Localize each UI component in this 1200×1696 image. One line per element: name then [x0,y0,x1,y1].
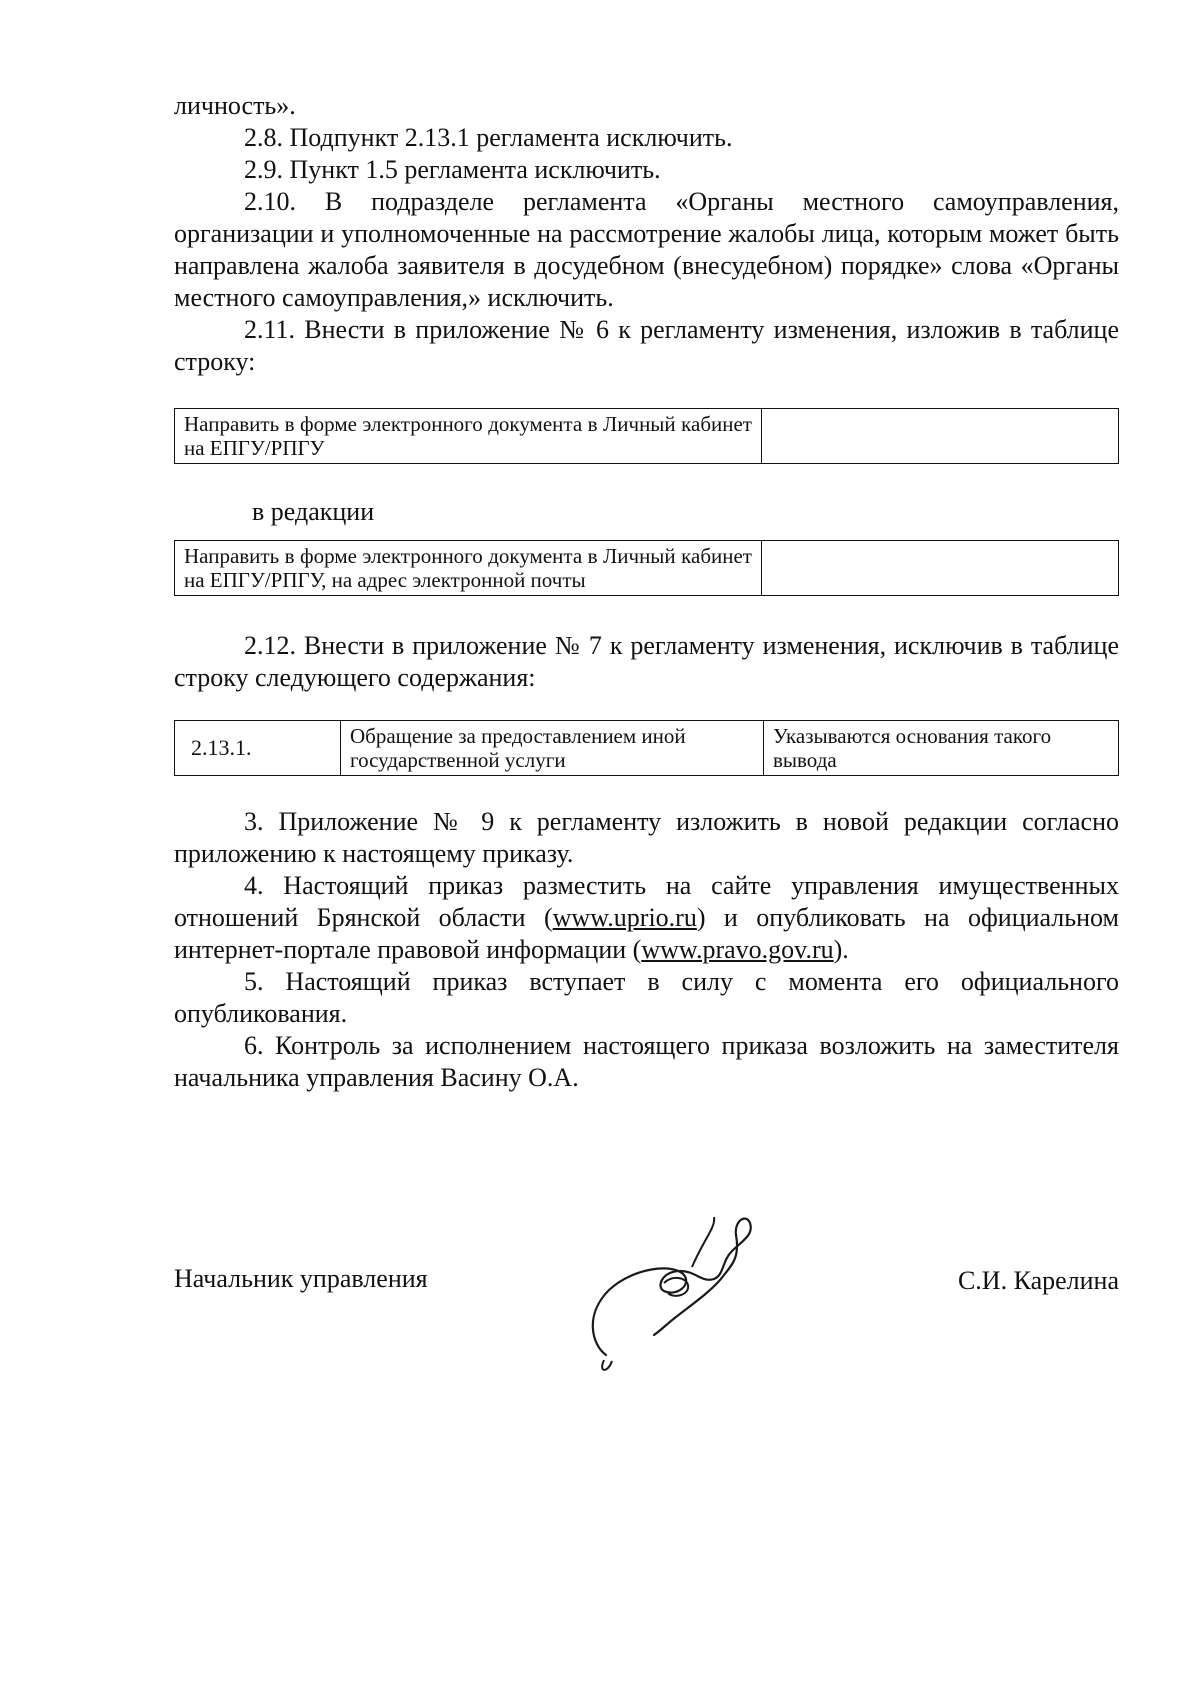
signatory-name: С.И. Карелина [957,1266,1119,1295]
paragraph-2-9: 2.9. Пункт 1.5 регламента исключить. [244,155,661,184]
in-edition-label: в редакции [252,497,375,526]
paragraph-3: 3. Приложение № 9 к регламенту изложить в новой редакции согласно приложению к настоящему приказу. [174,807,1119,868]
table-row [175,541,1119,596]
paragraph-5: 5. Настоящий приказ вступает в силу с момента его официального опубликования. [174,967,1119,1028]
document-body [174,90,1119,1094]
paragraph-4-text: ). [833,935,849,964]
table-cell: Направить в форме электронного документа в Личный кабинет на ЕПГУ/РПГУ, на адрес электронной почты [175,541,762,596]
table-cell-empty [762,541,1119,596]
pravo-link[interactable]: www.pravo.gov.ru [641,935,834,964]
table-new-row [174,540,1119,596]
paragraph-2-8: 2.8. Подпункт 2.13.1 регламента исключить. [244,123,733,152]
paragraph-4-text: ) и опубликовать на официальном интернет-портале правовой информации ( [174,903,1120,964]
table-old-row [174,408,1119,464]
table-cell-number: 2.13.1. [175,721,341,776]
paragraph-6: 6. Контроль за исполнением настоящего приказа возложить на заместителя начальника управления Васину О.А. [174,1031,1119,1092]
table-cell: Указываются основания такого вывода [764,721,1119,776]
table-row [175,721,1119,776]
uprio-link[interactable]: www.uprio.ru [552,903,697,932]
signature-block [174,1250,1119,1380]
table-cell: Направить в форме электронного документа в Личный кабинет на ЕПГУ/РПГУ [175,409,762,464]
table-excluded-row [174,720,1119,776]
signatory-title: Начальник управления [174,1264,428,1293]
table-cell: Обращение за предоставлением иной государственной услуги [341,721,764,776]
handwritten-signature [564,1205,784,1375]
paragraph-2-11: 2.11. Внести в приложение № 6 к регламенту изменения, изложив в таблице строку: [174,315,1119,376]
paragraph-2-12: 2.12. Внести в приложение № 7 к регламенту изменения, исключив в таблице строку следующего содержания: [174,631,1119,692]
paragraph-4 [174,870,1119,966]
table-row [175,409,1119,464]
paragraph-continuation: личность». [174,91,296,120]
paragraph-2-10: 2.10. В подразделе регламента «Органы местного самоуправления, организации и уполномоченные на рассмотрение жалобы лица, которым может быть направлена жалоба заявителя в досудебном (внесудебном) порядке» слова «Органы местного самоуправления,» исключить. [174,187,1119,312]
paragraph-4-text: 4. Настоящий приказ разместить на сайте управления имущественных отношений Брянской области ( [174,871,1119,932]
table-cell-empty [762,409,1119,464]
